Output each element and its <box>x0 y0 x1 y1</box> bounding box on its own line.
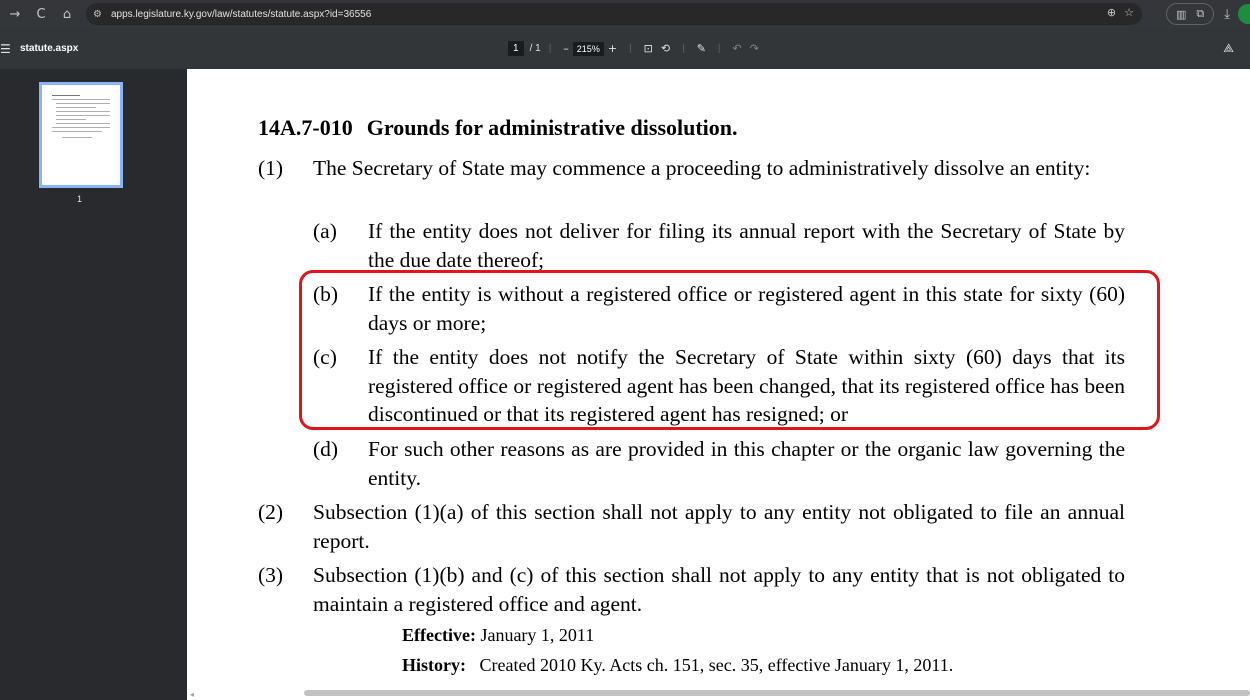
item-text: For such other reasons as are provided in this chapter or the organic law governing the entity. <box>368 437 1125 490</box>
section-title: Grounds for administrative dissolution. <box>366 115 738 140</box>
redo-icon[interactable]: ↷ <box>749 42 759 55</box>
extension-icon[interactable]: ▥ <box>1175 7 1187 21</box>
item-text: If the entity is without a registered office or registered agent in this state for sixty (60) days or more; <box>368 282 1125 335</box>
thumb-line <box>56 103 110 104</box>
rotate-icon[interactable]: ⟲ <box>660 42 671 55</box>
annotate-icon[interactable]: ✎ <box>696 42 706 55</box>
divider: | <box>548 43 552 54</box>
divider: | <box>717 43 721 54</box>
thumbnail-page-number: 1 <box>77 194 83 204</box>
document-title: statute.aspx <box>20 43 79 54</box>
item-label: (b) <box>313 282 339 306</box>
history-value: Created 2010 Ky. Acts ch. 151, sec. 35, effective January 1, 2011. <box>479 655 954 675</box>
effective-label: Effective: <box>402 625 476 645</box>
item-text: The Secretary of State may commence a proceeding to administratively dissolve an entity: <box>313 156 1091 180</box>
reload-icon[interactable]: C <box>36 6 46 22</box>
effective-row <box>402 625 594 646</box>
profile-avatar[interactable] <box>1238 4 1250 24</box>
pdf-controls <box>508 28 763 69</box>
thumb-line <box>56 119 86 120</box>
thumb-line <box>52 95 80 96</box>
item-text: If the entity does not notify the Secretary of State within sixty (60) days that its registered office or registered agent has been changed, that its registered office has been discontinued or that its registered agent has resigned; or <box>368 345 1125 426</box>
item-label: (a) <box>313 219 337 243</box>
thumb-line <box>52 131 102 132</box>
pdf-toolbar <box>0 28 1250 69</box>
zoom-out-button[interactable]: – <box>563 42 569 55</box>
item-1 <box>258 154 1125 183</box>
item-2 <box>258 498 1125 555</box>
site-info-icon[interactable]: ⚙ <box>93 8 102 20</box>
thumb-line <box>56 123 110 124</box>
bookmark-star-icon[interactable]: ☆ <box>1124 6 1134 19</box>
zoom-icon[interactable]: ⊕ <box>1106 6 1117 19</box>
forward-icon[interactable]: → <box>9 6 21 22</box>
save-to-drive-icon[interactable]: ⟁ <box>1223 41 1234 55</box>
horizontal-scrollbar[interactable] <box>304 690 1250 696</box>
thumb-line <box>56 115 110 116</box>
highlight-box <box>299 270 1160 430</box>
browser-toolbar <box>0 0 1250 28</box>
menu-icon[interactable]: ☰ <box>0 41 11 56</box>
undo-icon[interactable]: ↶ <box>732 42 742 55</box>
url-text[interactable]: apps.legislature.ky.gov/law/statutes/statute.aspx?id=36556 <box>111 8 372 20</box>
page-count: / 1 <box>529 43 541 54</box>
item-label: (d) <box>313 437 339 461</box>
thumb-line <box>62 137 92 138</box>
thumb-line <box>56 111 110 112</box>
section-number: 14A.7-010 <box>258 115 353 140</box>
item-text: Subsection (1)(b) and (c) of this section shall not apply to any entity that is not obligated to maintain a registered office and agent. <box>313 563 1125 616</box>
home-icon[interactable]: ⌂ <box>62 6 72 22</box>
page-thumbnail[interactable] <box>39 82 123 188</box>
thumb-line <box>52 99 110 100</box>
section-heading <box>258 115 738 141</box>
pdf-page <box>187 69 1250 700</box>
item-text: If the entity does not deliver for filing its annual report with the Secretary of State by the due date thereof; <box>368 219 1125 272</box>
extensions-pill[interactable] <box>1166 3 1214 25</box>
page-number-input[interactable]: 1 <box>508 41 524 56</box>
item-1a <box>313 217 1125 274</box>
scroll-left-icon[interactable]: ◂ <box>190 690 195 699</box>
download-icon[interactable]: ⤓ <box>1224 6 1230 22</box>
item-label: (c) <box>313 345 337 369</box>
item-label: (1) <box>258 156 284 180</box>
item-label: (2) <box>258 500 284 524</box>
history-label: History: <box>402 655 466 675</box>
effective-value: January 1, 2011 <box>480 625 595 645</box>
item-label: (3) <box>258 563 284 587</box>
puzzle-icon[interactable]: ⧉ <box>1196 7 1205 20</box>
zoom-in-button[interactable]: + <box>607 42 618 55</box>
divider: | <box>682 43 685 54</box>
address-bar[interactable] <box>86 3 1142 25</box>
zoom-level-input[interactable]: 215% <box>573 42 604 56</box>
history-row <box>402 655 953 676</box>
thumb-line <box>56 107 96 108</box>
thumbnail-sidebar <box>0 69 187 700</box>
fit-page-icon[interactable]: ⊡ <box>643 42 653 55</box>
item-3 <box>258 561 1125 618</box>
item-text: Subsection (1)(a) of this section shall not apply to any entity not obligated to file an annual report. <box>313 500 1125 553</box>
divider: | <box>629 43 632 54</box>
item-1d <box>313 435 1125 492</box>
thumb-line <box>52 127 110 128</box>
